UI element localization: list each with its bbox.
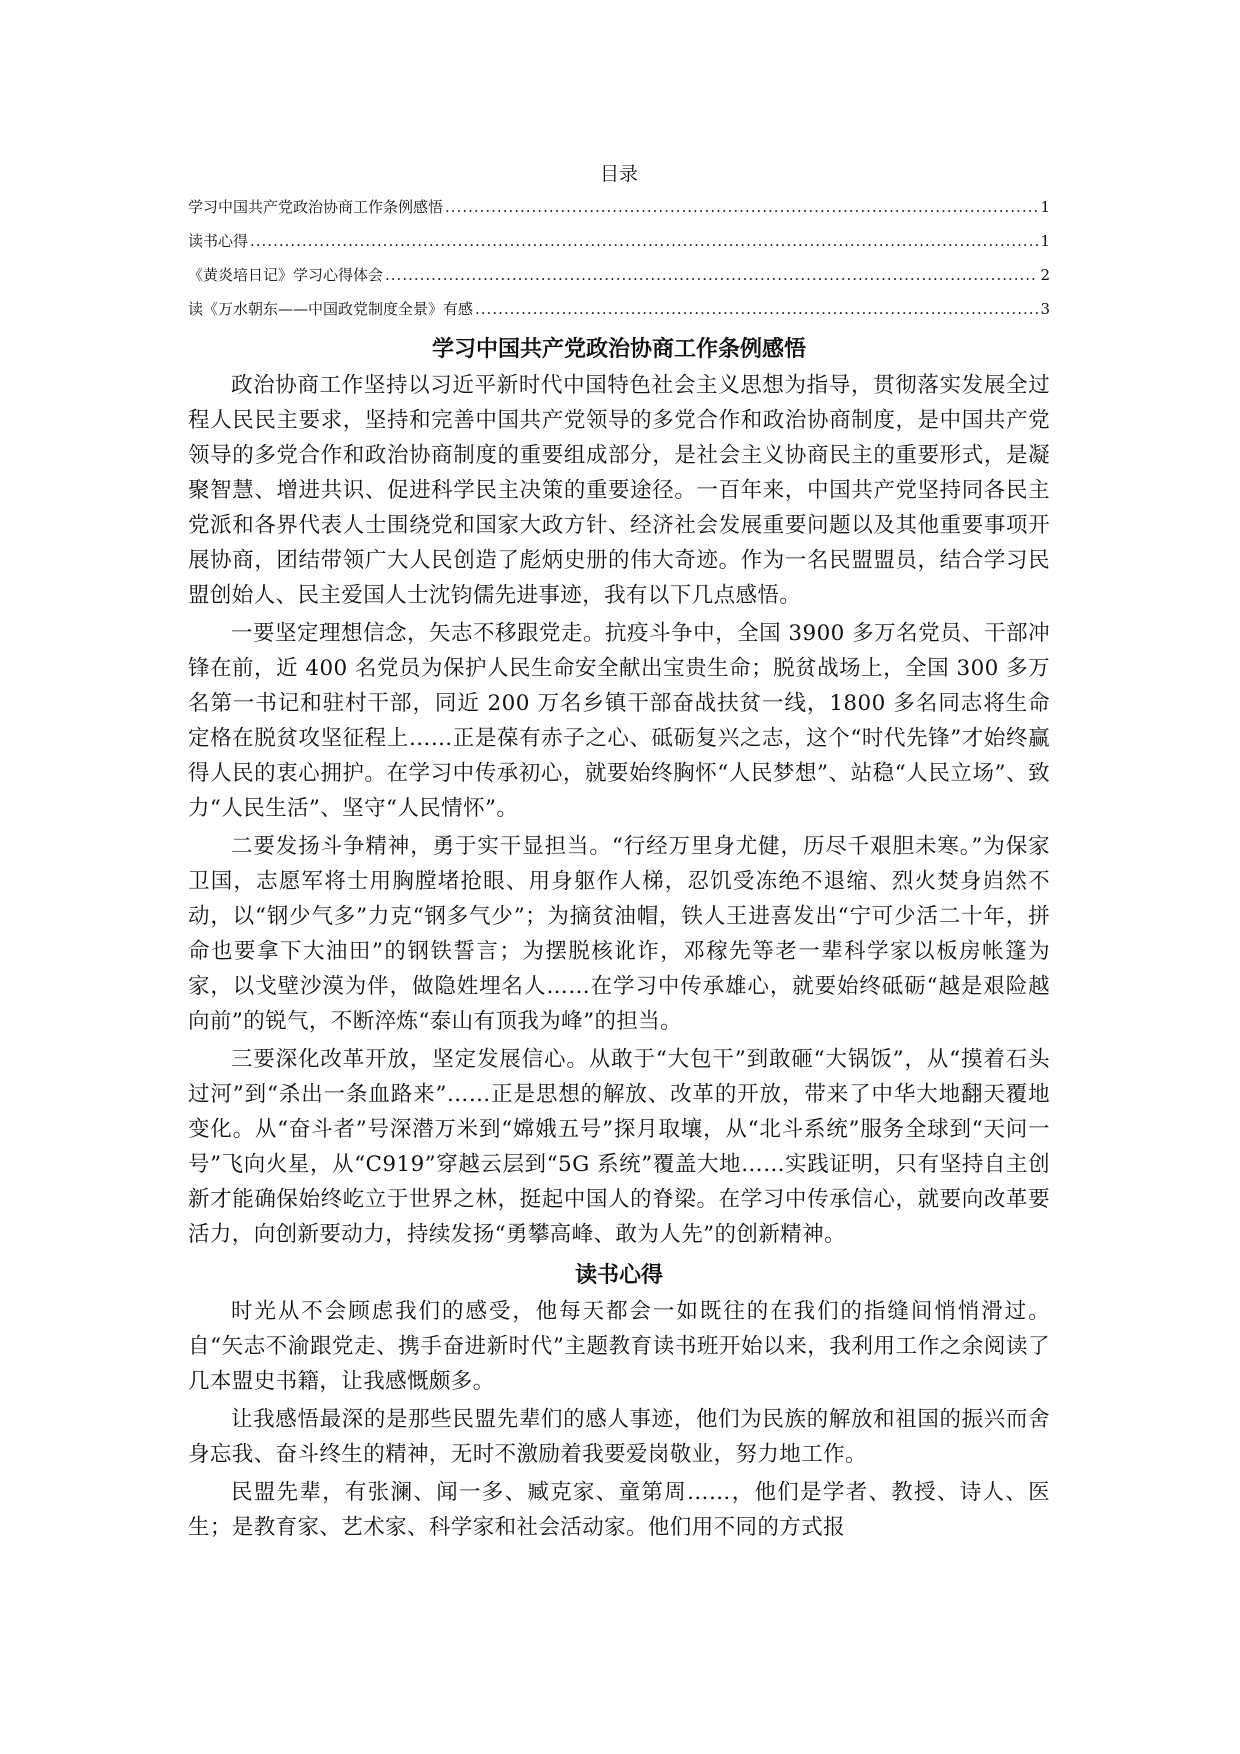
body-paragraph: 三要深化改革开放，坚定发展信心。从敢于“大包干”到敢砸“大锅饭”，从“摸着石头过河”到“杀出一条血路来”……正是思想的解放、改革的开放，带来了中华大地翻天覆地变化。从“奋斗者”号深潜万米到“嫦娥五号”探月取壤，从“北斗系统”服务全球到“天问一号”飞向火星，从“C919”穿越云层到“5G 系统”覆盖大地……实践证明，只有坚持自主创新才能确保始终屹立于世界之林，挺起中国人的脊梁。在学习中传承信心，就要向改革要活力，向创新要动力，持续发扬“勇攀高峰、敢为人先”的创新精神。 — [188, 1047, 1050, 1247]
body-paragraph: 二要发扬斗争精神，勇于实干显担当。“行经万里身尤健，历尽千艰胆未寒。”为保家卫国，志愿军将士用胸膛堵抢眼、用身躯作人梯，忍饥受冻绝不退缩、烈火焚身岿然不动，以“钢少气多”力克“钢多气少”；为摘贫油帽，铁人王进喜发出“宁可少活二十年，拼命也要拿下大油田”的钢铁誓言；为摆脱核讹诈，邓稼先等老一辈科学家以板房帐篷为家，以戈壁沙漠为伴，做隐姓埋名人……在学习中传承雄心，就要始终砥砺“越是艰险越向前”的锐气，不断淬炼“泰山有顶我为峰”的担当。 — [188, 834, 1050, 1034]
toc-leader-dots — [250, 224, 1038, 258]
toc-entry[interactable] — [188, 258, 1050, 292]
section-heading: 读书心得 — [574, 1263, 663, 1288]
toc-leader-dots — [475, 292, 1038, 326]
toc-entry[interactable] — [188, 190, 1050, 224]
body-paragraph: 一要坚定理想信念，矢志不移跟党走。抗疫斗争中，全国 3900 多万名党员、干部冲锋在前，近 400 名党员为保护人民生命安全献出宝贵生命；脱贫战场上，全国 300 多万名第一书记和驻村干部，同近 200 万名乡镇干部奋战扶贫一线，1800 多名同志将生命定格在脱贫攻坚征程上……正是葆有赤子之心、砥砺复兴之志，这个“时代先锋”才始终赢得人民的衷心拥护。在学习中传承初心，就要始终胸怀“人民梦想”、站稳“人民立场”、致力“人民生活”、坚守“人民情怀”。 — [188, 621, 1050, 821]
toc-entry-label: 读《万水朝东——中国政党制度全景》有感 — [188, 300, 474, 318]
section-heading: 学习中国共产党政治协商工作条例感悟 — [431, 337, 806, 362]
toc-entry-label: 读书心得 — [188, 232, 249, 250]
toc-entry-label: 《黄炎培日记》学习心得体会 — [188, 266, 384, 284]
toc-entry[interactable] — [188, 292, 1050, 326]
toc-entry[interactable] — [188, 224, 1050, 258]
toc-entry-page: 2 — [1040, 266, 1050, 284]
document-page — [188, 160, 1050, 1545]
toc-title: 目录 — [599, 163, 638, 185]
body-paragraph: 民盟先辈，有张澜、闻一多、臧克家、童第周……，他们是学者、教授、诗人、医生；是教育家、艺术家、科学家和社会活动家。他们用不同的方式报 — [188, 1480, 1050, 1540]
body-paragraph: 时光从不会顾虑我们的感受，他每天都会一如既往的在我们的指缝间悄悄滑过。自“矢志不渝跟党走、携手奋进新时代”主题教育读书班开始以来，我利用工作之余阅读了几本盟史书籍，让我感慨颇多。 — [188, 1299, 1050, 1394]
toc-entry-page: 3 — [1040, 300, 1050, 318]
body-paragraph: 政治协商工作坚持以习近平新时代中国特色社会主义思想为指导，贯彻落实发展全过程人民民主要求，坚持和完善中国共产党领导的多党合作和政治协商制度，是中国共产党领导的多党合作和政治协商制度的重要组成部分，是社会主义协商民主的重要形式，是凝聚智慧、增进共识、促进科学民主决策的重要途径。一百年来，中国共产党坚持同各民主党派和各界代表人士围绕党和国家大政方针、经济社会发展重要问题以及其他重要事项开展协商，团结带领广大人民创造了彪炳史册的伟大奇迹。作为一名民盟盟员，结合学习民盟创始人、民主爱国人士沈钧儒先进事迹，我有以下几点感悟。 — [188, 373, 1050, 608]
toc-entry-label: 学习中国共产党政治协商工作条例感悟 — [188, 198, 444, 216]
toc-entry-page: 1 — [1040, 232, 1050, 250]
body-paragraph: 让我感悟最深的是那些民盟先辈们的感人事迹，他们为民族的解放和祖国的振兴而舍身忘我、奋斗终生的精神，无时不激励着我要爱岗敬业，努力地工作。 — [188, 1407, 1050, 1467]
toc-entry-page: 1 — [1040, 198, 1050, 216]
toc-leader-dots — [445, 190, 1038, 224]
toc-leader-dots — [385, 258, 1038, 292]
